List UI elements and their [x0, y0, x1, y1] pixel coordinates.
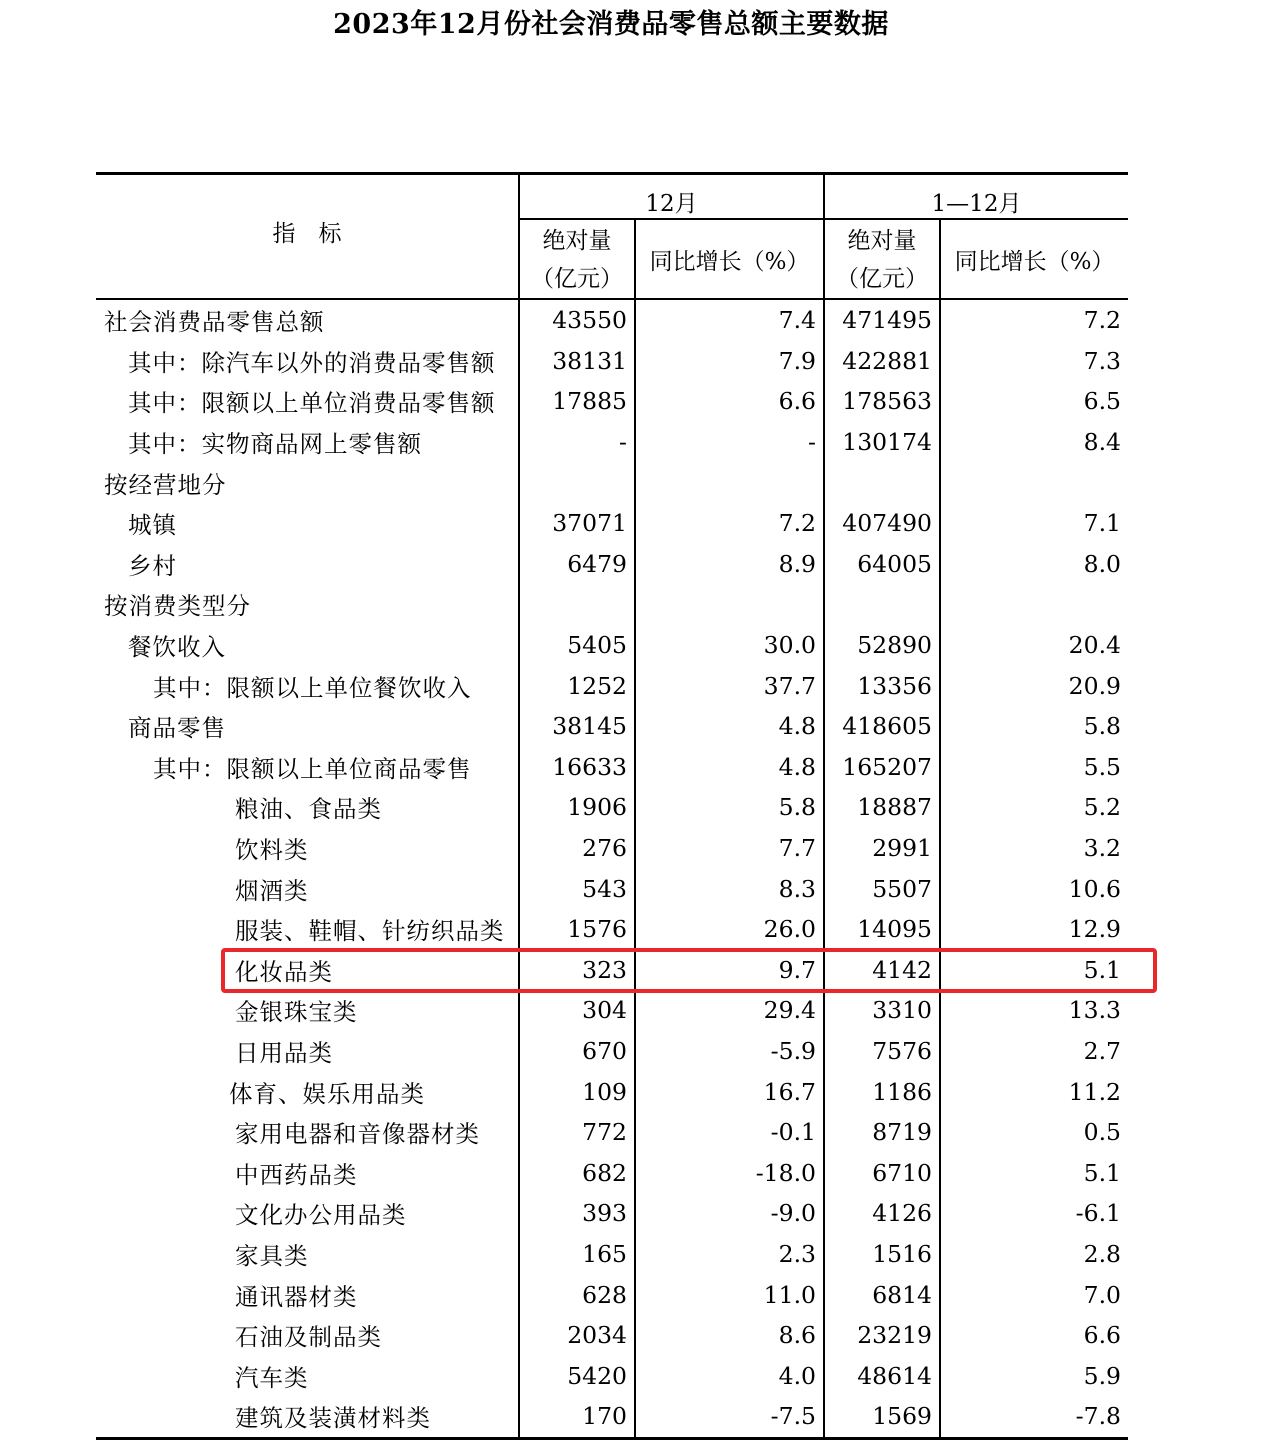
ytd-absolute-value: 48614 [857, 1361, 932, 1390]
dec-yoy-value: 37.7 [763, 671, 816, 700]
table-row [96, 1355, 1128, 1396]
ytd-yoy-value: 6.5 [1083, 387, 1121, 416]
dec-yoy-value: - [808, 428, 816, 457]
dec-absolute-value: 772 [582, 1118, 627, 1147]
dec-absolute-value: 16633 [552, 752, 627, 781]
row-label: 商品零售 [128, 714, 226, 743]
row-label: 城镇 [128, 511, 177, 540]
header-december: 12月 [645, 190, 698, 217]
dec-yoy-value: 8.6 [778, 1321, 816, 1350]
dec-yoy-value: -5.9 [770, 1036, 816, 1065]
table-row [96, 909, 1128, 950]
retail-sales-table [96, 172, 1128, 1440]
row-label: 其中：限额以上单位餐饮收入 [153, 673, 472, 702]
row-label: 日用品类 [235, 1038, 333, 1067]
row-label: 服装、鞋帽、针纺织品类 [235, 917, 505, 946]
ytd-absolute-value: 64005 [857, 549, 932, 578]
ytd-yoy-value: 8.0 [1083, 549, 1121, 578]
ytd-absolute-value: 6710 [872, 1158, 932, 1187]
header-dec-yoy: 同比增长（%） [649, 249, 810, 275]
row-label: 餐饮收入 [128, 633, 226, 662]
dec-yoy-value: 2.3 [778, 1239, 816, 1268]
ytd-yoy-value: 20.4 [1068, 631, 1121, 660]
dec-absolute-value: 304 [582, 996, 627, 1025]
table-row [96, 868, 1128, 909]
table-row [96, 1193, 1128, 1234]
table-row [96, 828, 1128, 869]
table-row [96, 1031, 1128, 1072]
ytd-absolute-value [825, 462, 932, 503]
dec-absolute-value: - [619, 428, 627, 457]
ytd-absolute-value: 1186 [872, 1077, 932, 1106]
table-row [96, 341, 1128, 382]
dec-yoy-value: 29.4 [763, 996, 816, 1025]
dec-yoy-value: 7.9 [778, 346, 816, 375]
ytd-yoy-value: 5.1 [1083, 955, 1121, 984]
ytd-absolute-value: 7576 [872, 1036, 932, 1065]
table-row [96, 544, 1128, 585]
row-label: 饮料类 [235, 836, 309, 865]
ytd-absolute-value: 6814 [872, 1280, 932, 1309]
dec-yoy-value: 8.3 [778, 874, 816, 903]
row-label: 其中：限额以上单位消费品零售额 [128, 389, 496, 418]
ytd-yoy-value: -6.1 [1075, 1199, 1121, 1228]
dec-yoy-value: 9.7 [778, 955, 816, 984]
ytd-absolute-value [825, 584, 932, 625]
ytd-yoy-value: 13.3 [1068, 996, 1121, 1025]
dec-yoy-value: 11.0 [763, 1280, 816, 1309]
ytd-absolute-value: 23219 [857, 1321, 932, 1350]
dec-absolute-value: 37071 [552, 509, 627, 538]
ytd-yoy-value [941, 584, 1121, 625]
dec-absolute-value: 165 [582, 1239, 627, 1268]
table-row [96, 1274, 1128, 1315]
dec-absolute-value: 5405 [567, 631, 627, 660]
row-label: 乡村 [128, 551, 177, 580]
ytd-yoy-value: 20.9 [1068, 671, 1121, 700]
dec-yoy-value: 30.0 [763, 631, 816, 660]
ytd-absolute-value: 165207 [842, 752, 932, 781]
header-jan-dec: 1—12月 [931, 190, 1022, 217]
table-row [96, 706, 1128, 747]
row-label: 按经营地分 [104, 470, 227, 499]
dec-absolute-value: 17885 [552, 387, 627, 416]
table-row [96, 787, 1128, 828]
ytd-absolute-value: 2991 [872, 834, 932, 863]
dec-yoy-value: 4.0 [778, 1361, 816, 1390]
table-row [96, 990, 1128, 1031]
header-dec-absolute: 绝对量 （亿元） [531, 228, 623, 292]
ytd-absolute-value: 178563 [842, 387, 932, 416]
dec-absolute-value [520, 584, 627, 625]
dec-yoy-value: 4.8 [778, 752, 816, 781]
dec-yoy-value: 7.7 [778, 834, 816, 863]
ytd-yoy-value: 2.8 [1083, 1239, 1121, 1268]
ytd-yoy-value: 0.5 [1083, 1118, 1121, 1147]
dec-absolute-value: 170 [582, 1402, 627, 1431]
ytd-absolute-value: 418605 [842, 712, 932, 741]
dec-yoy-value: 5.8 [778, 793, 816, 822]
dec-absolute-value [520, 462, 627, 503]
dec-absolute-value: 682 [582, 1158, 627, 1187]
dec-yoy-value: 7.2 [778, 509, 816, 538]
ytd-yoy-value: 7.3 [1083, 346, 1121, 375]
table-row [96, 422, 1128, 463]
row-label: 家用电器和音像器材类 [235, 1120, 480, 1149]
ytd-absolute-value: 4126 [872, 1199, 932, 1228]
row-label: 通讯器材类 [235, 1282, 358, 1311]
row-label: 文化办公用品类 [235, 1201, 407, 1230]
dec-yoy-value: 26.0 [763, 915, 816, 944]
row-label: 金银珠宝类 [235, 998, 358, 1027]
dec-absolute-value: 543 [582, 874, 627, 903]
table-row [96, 625, 1128, 666]
row-label: 家具类 [235, 1241, 309, 1270]
dec-yoy-value: 16.7 [763, 1077, 816, 1106]
dec-yoy-value: -18.0 [755, 1158, 816, 1187]
dec-absolute-value: 38145 [552, 712, 627, 741]
table-row [96, 1396, 1128, 1437]
highlight-box [221, 948, 1157, 993]
ytd-yoy-value: 7.2 [1083, 306, 1121, 335]
ytd-absolute-value: 13356 [857, 671, 932, 700]
table-row [96, 1071, 1128, 1112]
dec-yoy-value [636, 462, 816, 503]
ytd-yoy-value: 12.9 [1068, 915, 1121, 944]
table-row [96, 747, 1128, 788]
row-label: 体育、娱乐用品类 [229, 1079, 425, 1108]
dec-yoy-value: -9.0 [770, 1199, 816, 1228]
ytd-absolute-value: 407490 [842, 509, 932, 538]
row-label: 石油及制品类 [235, 1323, 382, 1352]
header-ytd-yoy: 同比增长（%） [954, 249, 1115, 275]
ytd-absolute-value: 471495 [842, 306, 932, 335]
ytd-yoy-value: 5.9 [1083, 1361, 1121, 1390]
row-label: 中西药品类 [235, 1160, 358, 1189]
table-row [96, 1112, 1128, 1153]
dec-absolute-value: 628 [582, 1280, 627, 1309]
ytd-yoy-value: 6.6 [1083, 1321, 1121, 1350]
ytd-yoy-value: 7.1 [1083, 509, 1121, 538]
ytd-yoy-value: 5.2 [1083, 793, 1121, 822]
ytd-yoy-value: 5.5 [1083, 752, 1121, 781]
ytd-absolute-value: 14095 [857, 915, 932, 944]
dec-absolute-value: 1906 [567, 793, 627, 822]
dec-absolute-value: 2034 [567, 1321, 627, 1350]
ytd-absolute-value: 4142 [872, 955, 932, 984]
ytd-absolute-value: 422881 [842, 346, 932, 375]
row-label: 化妆品类 [235, 957, 333, 986]
table-row [96, 462, 1128, 503]
table-row [96, 381, 1128, 422]
ytd-absolute-value: 5507 [872, 874, 932, 903]
dec-absolute-value: 43550 [552, 306, 627, 335]
ytd-absolute-value: 1516 [872, 1239, 932, 1268]
dec-absolute-value: 1252 [567, 671, 627, 700]
row-label: 其中：实物商品网上零售额 [128, 430, 422, 459]
ytd-absolute-value: 1569 [872, 1402, 932, 1431]
ytd-yoy-value: 11.2 [1068, 1077, 1121, 1106]
ytd-absolute-value: 8719 [872, 1118, 932, 1147]
ytd-yoy-value [941, 462, 1121, 503]
table-row [96, 503, 1128, 544]
dec-absolute-value: 38131 [552, 346, 627, 375]
page-title: 2023年12月份社会消费品零售总额主要数据 [333, 9, 889, 40]
header-indicator: 指 标 [272, 221, 342, 247]
row-label: 社会消费品零售总额 [104, 308, 325, 337]
dec-absolute-value: 670 [582, 1036, 627, 1065]
table-row [96, 1234, 1128, 1275]
dec-yoy-value: 6.6 [778, 387, 816, 416]
ytd-yoy-value: 3.2 [1083, 834, 1121, 863]
ytd-yoy-value: 5.8 [1083, 712, 1121, 741]
table-body [96, 300, 1128, 1440]
table-row [96, 1315, 1128, 1356]
ytd-absolute-value: 3310 [872, 996, 932, 1025]
dec-absolute-value: 5420 [567, 1361, 627, 1390]
dec-yoy-value: -0.1 [770, 1118, 816, 1147]
row-label: 汽车类 [235, 1363, 309, 1392]
ytd-yoy-value: 10.6 [1068, 874, 1121, 903]
row-label: 烟酒类 [235, 876, 309, 905]
ytd-absolute-value: 18887 [857, 793, 932, 822]
ytd-yoy-value: 7.0 [1083, 1280, 1121, 1309]
dec-yoy-value: 4.8 [778, 712, 816, 741]
table-row [96, 1152, 1128, 1193]
ytd-yoy-value: 2.7 [1083, 1036, 1121, 1065]
table-header [96, 175, 1128, 300]
ytd-yoy-value: 5.1 [1083, 1158, 1121, 1187]
row-label: 其中：除汽车以外的消费品零售额 [128, 348, 496, 377]
ytd-yoy-value: -7.8 [1075, 1402, 1121, 1431]
row-label: 按消费类型分 [104, 592, 251, 621]
ytd-absolute-value: 130174 [842, 428, 932, 457]
dec-yoy-value [636, 584, 816, 625]
row-label: 粮油、食品类 [235, 795, 382, 824]
dec-absolute-value: 276 [582, 834, 627, 863]
table-row [96, 300, 1128, 341]
dec-absolute-value: 393 [582, 1199, 627, 1228]
dec-yoy-value: 8.9 [778, 549, 816, 578]
dec-absolute-value: 1576 [567, 915, 627, 944]
row-label: 建筑及装潢材料类 [235, 1404, 431, 1433]
ytd-absolute-value: 52890 [857, 631, 932, 660]
row-label: 其中：限额以上单位商品零售 [153, 754, 472, 783]
table-row [96, 665, 1128, 706]
table-row [96, 584, 1128, 625]
ytd-yoy-value: 8.4 [1083, 428, 1121, 457]
dec-absolute-value: 323 [582, 955, 627, 984]
dec-yoy-value: 7.4 [778, 306, 816, 335]
dec-yoy-value: -7.5 [770, 1402, 816, 1431]
dec-absolute-value: 109 [582, 1077, 627, 1106]
dec-absolute-value: 6479 [567, 549, 627, 578]
header-ytd-absolute: 绝对量 （亿元） [836, 228, 928, 292]
